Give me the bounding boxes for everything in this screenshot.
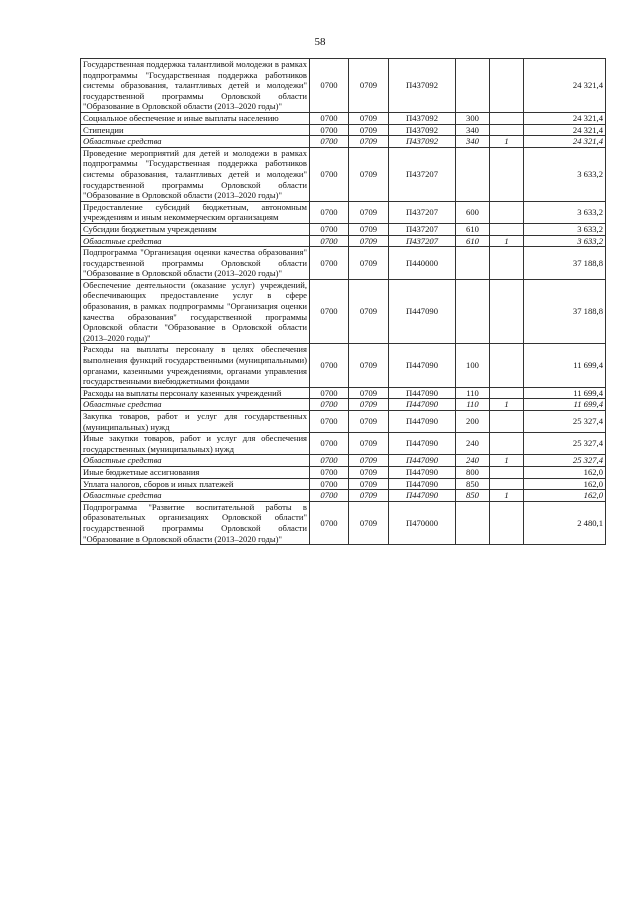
table-row [81, 247, 606, 280]
section-code: 0700 [310, 59, 349, 113]
target-article-code: П437207 [389, 147, 456, 201]
target-article-code: П437207 [389, 223, 456, 235]
table-row [81, 124, 606, 136]
target-article-code: П437207 [389, 235, 456, 247]
page-number: 58 [314, 36, 326, 48]
target-article-code: П447090 [389, 411, 456, 433]
amount: 37 188,8 [524, 247, 606, 280]
target-article-code: П447090 [389, 387, 456, 399]
subsection-code: 0709 [349, 399, 389, 411]
subsection-code: 0709 [349, 124, 389, 136]
funding-source-code: 1 [490, 490, 524, 502]
expense-type-code: 200 [456, 411, 490, 433]
section-code: 0700 [310, 279, 349, 344]
target-article-code: П447090 [389, 490, 456, 502]
expense-type-code: 100 [456, 344, 490, 387]
section-code: 0700 [310, 490, 349, 502]
section-code: 0700 [310, 433, 349, 455]
funding-source-code [490, 112, 524, 124]
row-name: Иные закупки товаров, работ и услуг для обеспечения государственных (муниципальных) нужд [81, 433, 310, 455]
expense-type-code [456, 247, 490, 280]
section-code: 0700 [310, 466, 349, 478]
target-article-code: П447090 [389, 344, 456, 387]
expense-type-code [456, 279, 490, 344]
expense-type-code: 600 [456, 201, 490, 223]
table-row [81, 279, 606, 344]
target-article-code: П437207 [389, 201, 456, 223]
row-name: Субсидии бюджетным учреждениям [81, 223, 310, 235]
section-code: 0700 [310, 399, 349, 411]
subsection-code: 0709 [349, 147, 389, 201]
amount: 24 321,4 [524, 112, 606, 124]
section-code: 0700 [310, 478, 349, 490]
target-article-code: П437092 [389, 136, 456, 148]
subsection-code: 0709 [349, 387, 389, 399]
expense-type-code: 850 [456, 490, 490, 502]
amount: 11 699,4 [524, 387, 606, 399]
target-article-code: П447090 [389, 279, 456, 344]
row-name: Проведение мероприятий для детей и молодежи в рамках подпрограммы "Государственная поддержка работников системы образования, талантливых детей и молодежи" государственной программы Орловской области "Образование в Орловской области (2013–2020 годы)" [81, 147, 310, 201]
funding-source-code [490, 279, 524, 344]
funding-source-code [490, 223, 524, 235]
table-row [81, 223, 606, 235]
table-row [81, 411, 606, 433]
table-row [81, 112, 606, 124]
target-article-code: П447090 [389, 399, 456, 411]
subsection-code: 0709 [349, 136, 389, 148]
funding-source-code [490, 387, 524, 399]
section-code: 0700 [310, 124, 349, 136]
funding-source-code [490, 247, 524, 280]
expense-type-code: 850 [456, 478, 490, 490]
amount: 3 633,2 [524, 235, 606, 247]
target-article-code: П447090 [389, 433, 456, 455]
table-row [81, 478, 606, 490]
amount: 24 321,4 [524, 136, 606, 148]
subsection-code: 0709 [349, 411, 389, 433]
section-code: 0700 [310, 147, 349, 201]
row-name: Предоставление субсидий бюджетным, автономным учреждениям и иным некоммерческим организациям [81, 201, 310, 223]
row-name: Подпрограмма "Развитие воспитательной работы в образовательных организациях Орловской области" государственной программы Орловской области "Образование в Орловской области (2013–2020 годы)" [81, 501, 310, 544]
expense-type-code [456, 147, 490, 201]
amount: 3 633,2 [524, 223, 606, 235]
subsection-code: 0709 [349, 279, 389, 344]
table-row [81, 387, 606, 399]
table-row [81, 344, 606, 387]
amount: 162,0 [524, 490, 606, 502]
funding-source-code [490, 344, 524, 387]
amount: 25 327,4 [524, 433, 606, 455]
target-article-code: П437092 [389, 59, 456, 113]
target-article-code: П440000 [389, 247, 456, 280]
expense-type-code: 110 [456, 387, 490, 399]
subsection-code: 0709 [349, 501, 389, 544]
funding-source-code: 1 [490, 455, 524, 467]
amount: 3 633,2 [524, 201, 606, 223]
row-name: Областные средства [81, 136, 310, 148]
funding-source-code [490, 478, 524, 490]
amount: 25 327,4 [524, 455, 606, 467]
funding-source-code [490, 433, 524, 455]
target-article-code: П437092 [389, 112, 456, 124]
row-name: Социальное обеспечение и иные выплаты населению [81, 112, 310, 124]
amount: 11 699,4 [524, 344, 606, 387]
table-row [81, 433, 606, 455]
table-row [81, 466, 606, 478]
table-row [81, 136, 606, 148]
expense-type-code: 300 [456, 112, 490, 124]
row-name: Уплата налогов, сборов и иных платежей [81, 478, 310, 490]
target-article-code: П437092 [389, 124, 456, 136]
subsection-code: 0709 [349, 490, 389, 502]
amount: 11 699,4 [524, 399, 606, 411]
table-row [81, 59, 606, 113]
section-code: 0700 [310, 344, 349, 387]
table-row [81, 201, 606, 223]
section-code: 0700 [310, 411, 349, 433]
expense-type-code: 110 [456, 399, 490, 411]
row-name: Расходы на выплаты персоналу казенных учреждений [81, 387, 310, 399]
row-name: Обеспечение деятельности (оказание услуг) учреждений, обеспечивающих предоставление услуг в сфере образования, в рамках подпрограммы "Организация оценки качества образования" государственной программы Орловской области "Образование в Орловской области (2013–2020 годы)" [81, 279, 310, 344]
section-code: 0700 [310, 136, 349, 148]
row-name: Областные средства [81, 490, 310, 502]
funding-source-code: 1 [490, 399, 524, 411]
table-row [81, 147, 606, 201]
amount: 37 188,8 [524, 279, 606, 344]
expense-type-code: 340 [456, 136, 490, 148]
funding-source-code: 1 [490, 136, 524, 148]
target-article-code: П470000 [389, 501, 456, 544]
table-row [81, 235, 606, 247]
section-code: 0700 [310, 501, 349, 544]
expense-type-code [456, 59, 490, 113]
amount: 3 633,2 [524, 147, 606, 201]
row-name: Расходы на выплаты персоналу в целях обеспечения выполнения функций государственными (муниципальными) органами, казенными учреждениями, органами управления государственными внебюджетными фондами [81, 344, 310, 387]
subsection-code: 0709 [349, 247, 389, 280]
subsection-code: 0709 [349, 223, 389, 235]
amount: 162,0 [524, 478, 606, 490]
budget-table [80, 58, 606, 545]
funding-source-code [490, 501, 524, 544]
subsection-code: 0709 [349, 201, 389, 223]
row-name: Закупка товаров, работ и услуг для государственных (муниципальных) нужд [81, 411, 310, 433]
table-row [81, 501, 606, 544]
funding-source-code [490, 147, 524, 201]
amount: 24 321,4 [524, 124, 606, 136]
row-name: Подпрограмма "Организация оценки качества образования" государственной программы Орловской области "Образование в Орловской области (2013–2020 годы)" [81, 247, 310, 280]
row-name: Областные средства [81, 455, 310, 467]
expense-type-code: 340 [456, 124, 490, 136]
row-name: Областные средства [81, 235, 310, 247]
section-code: 0700 [310, 112, 349, 124]
target-article-code: П447090 [389, 455, 456, 467]
subsection-code: 0709 [349, 433, 389, 455]
row-name: Иные бюджетные ассигнования [81, 466, 310, 478]
row-name: Государственная поддержка талантливой молодежи в рамках подпрограммы "Государственная поддержка работников системы образования, талантливых детей и молодежи" государственной программы Орловской области "Образование в Орловской области (2013–2020 годы)" [81, 59, 310, 113]
section-code: 0700 [310, 247, 349, 280]
expense-type-code: 240 [456, 455, 490, 467]
target-article-code: П447090 [389, 478, 456, 490]
subsection-code: 0709 [349, 466, 389, 478]
funding-source-code [490, 411, 524, 433]
section-code: 0700 [310, 223, 349, 235]
section-code: 0700 [310, 387, 349, 399]
expense-type-code: 610 [456, 235, 490, 247]
funding-source-code [490, 201, 524, 223]
amount: 162,0 [524, 466, 606, 478]
target-article-code: П447090 [389, 466, 456, 478]
section-code: 0700 [310, 235, 349, 247]
row-name: Областные средства [81, 399, 310, 411]
subsection-code: 0709 [349, 478, 389, 490]
subsection-code: 0709 [349, 59, 389, 113]
table-row [81, 399, 606, 411]
expense-type-code [456, 501, 490, 544]
funding-source-code [490, 124, 524, 136]
expense-type-code: 800 [456, 466, 490, 478]
section-code: 0700 [310, 201, 349, 223]
funding-source-code: 1 [490, 235, 524, 247]
subsection-code: 0709 [349, 455, 389, 467]
section-code: 0700 [310, 455, 349, 467]
expense-type-code: 240 [456, 433, 490, 455]
funding-source-code [490, 466, 524, 478]
funding-source-code [490, 59, 524, 113]
amount: 25 327,4 [524, 411, 606, 433]
table-row [81, 455, 606, 467]
subsection-code: 0709 [349, 235, 389, 247]
expense-type-code: 610 [456, 223, 490, 235]
amount: 2 480,1 [524, 501, 606, 544]
table-row [81, 490, 606, 502]
subsection-code: 0709 [349, 344, 389, 387]
row-name: Стипендии [81, 124, 310, 136]
amount: 24 321,4 [524, 59, 606, 113]
subsection-code: 0709 [349, 112, 389, 124]
